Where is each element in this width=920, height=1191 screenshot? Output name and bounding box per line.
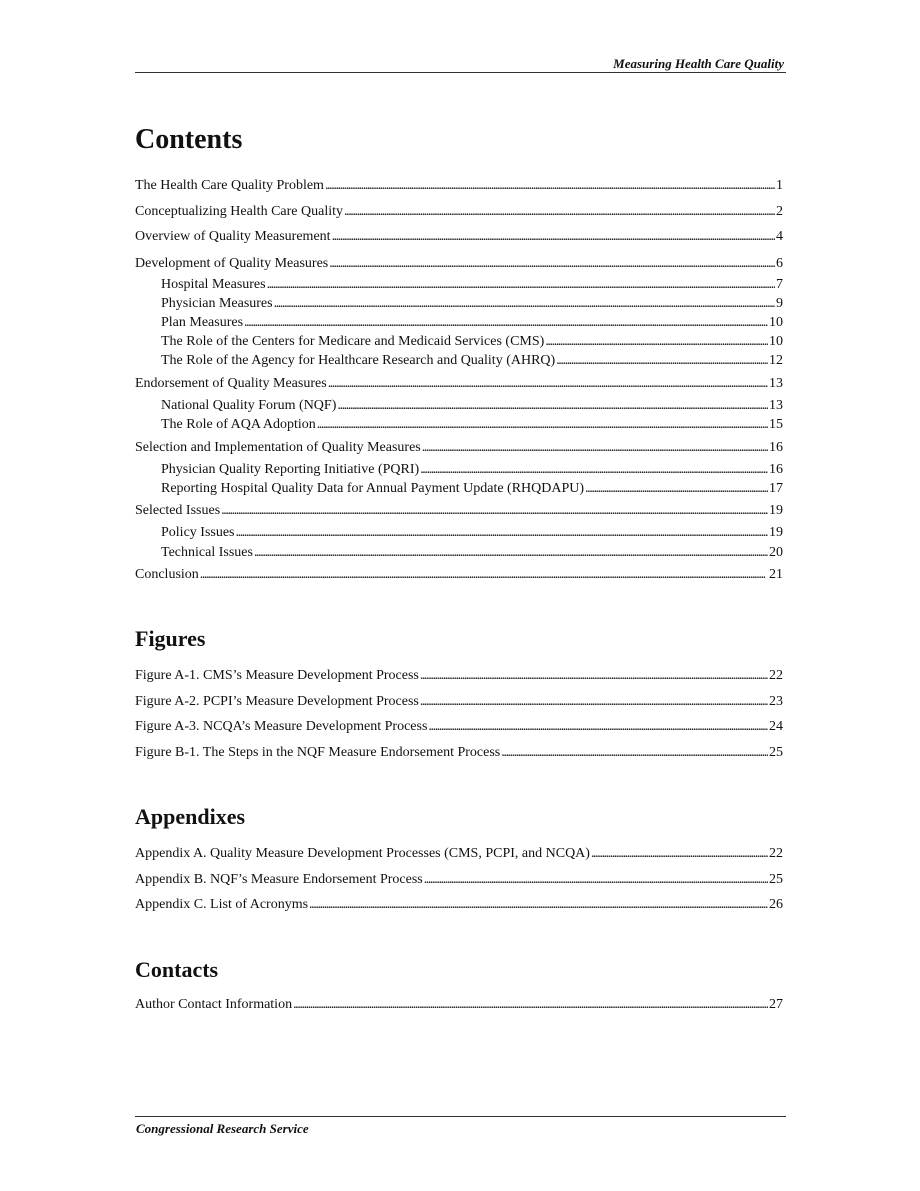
toc-entry-title: Hospital Measures: [161, 277, 266, 292]
dot-leader: [317, 416, 768, 434]
dot-leader: [325, 177, 775, 195]
dot-leader: [420, 667, 768, 685]
toc-entry-title: Conclusion: [135, 567, 199, 582]
toc-entry[interactable]: [135, 228, 783, 246]
toc-entry-page: 4: [776, 229, 783, 244]
toc-entry[interactable]: [135, 177, 783, 195]
toc-entry-page: 21: [769, 567, 783, 582]
toc-entry-page: 26: [769, 897, 783, 912]
toc-subentry[interactable]: [161, 276, 783, 294]
toc-entry-page: 25: [769, 745, 783, 760]
toc-entry-title: The Health Care Quality Problem: [135, 178, 324, 193]
toc-entry-title: Reporting Hospital Quality Data for Annual Payment Update (RHQDAPU): [161, 481, 585, 496]
toc-entry[interactable]: [135, 255, 783, 273]
toc-entry-page: 20: [769, 545, 783, 560]
figures-heading: Figures: [135, 626, 206, 651]
figure-entry[interactable]: [135, 693, 783, 711]
toc-subentry[interactable]: [161, 480, 783, 498]
appendix-entry[interactable]: [135, 845, 783, 863]
toc-entry-title: Development of Quality Measures: [135, 256, 329, 271]
toc-entry-page: 17: [769, 481, 783, 496]
toc-entry-page: 6: [776, 256, 783, 271]
toc-entry-page: 13: [769, 376, 783, 391]
dot-leader: [422, 439, 768, 457]
toc-entry[interactable]: [135, 203, 783, 221]
contacts-heading: Contacts: [135, 957, 219, 982]
dot-leader: [309, 896, 768, 914]
header-title: Measuring Health Care Quality: [613, 56, 784, 71]
dot-leader: [337, 397, 768, 415]
toc-entry-title: Appendix B. NQF’s Measure Endorsement Process: [135, 872, 423, 887]
toc-entry-page: 1: [776, 178, 783, 193]
toc-entry-title: Physician Measures: [161, 296, 273, 311]
toc-entry-title: Technical Issues: [161, 545, 253, 560]
dot-leader: [424, 871, 768, 889]
toc-entry-page: 13: [769, 398, 783, 413]
dot-leader: [293, 996, 768, 1014]
toc-entry-page: 16: [769, 462, 783, 477]
dot-leader: [328, 375, 768, 393]
toc-entry-title: Figure A-2. PCPI’s Measure Development Process: [135, 694, 419, 709]
toc-entry-title: The Role of the Centers for Medicare and Medicaid Services (CMS): [161, 334, 545, 349]
appendix-entry[interactable]: [135, 896, 783, 914]
toc-subentry[interactable]: [161, 461, 783, 479]
toc-entry-page: 25: [769, 872, 783, 887]
dot-leader: [267, 276, 775, 294]
page-header: [135, 55, 786, 73]
dot-leader: [236, 524, 769, 542]
toc-entry-page: 22: [769, 668, 783, 683]
footer-text: Congressional Research Service: [136, 1121, 309, 1136]
toc-entry-title: Plan Measures: [161, 315, 244, 330]
dot-leader: [274, 295, 775, 313]
toc-subentry[interactable]: [161, 416, 783, 434]
toc-subentry[interactable]: [161, 333, 783, 351]
dot-leader: [332, 228, 775, 246]
toc-entry-page: 2: [776, 204, 783, 219]
toc-entry-title: Figure A-1. CMS’s Measure Development Process: [135, 668, 419, 683]
toc-subentry[interactable]: [161, 314, 783, 332]
page-footer: [135, 1116, 786, 1136]
appendixes-heading: Appendixes: [135, 804, 246, 829]
contact-entry[interactable]: [135, 996, 783, 1014]
toc-entry-title: Selection and Implementation of Quality Measures: [135, 440, 421, 455]
toc-entry-page: 12: [769, 353, 783, 368]
dot-leader: [200, 566, 768, 584]
dot-leader: [501, 744, 768, 762]
toc-subentry[interactable]: [161, 352, 783, 370]
dot-leader: [254, 544, 768, 562]
toc-entry[interactable]: [135, 439, 783, 457]
toc-entry-page: 15: [769, 417, 783, 432]
dot-leader: [428, 718, 768, 736]
toc-entry-page: 7: [776, 277, 783, 292]
toc-entry-page: 9: [776, 296, 783, 311]
toc-entry[interactable]: [135, 502, 783, 520]
toc-entry-page: 19: [769, 525, 783, 540]
toc-subentry[interactable]: [161, 397, 783, 415]
toc-subentry[interactable]: [161, 524, 783, 542]
dot-leader: [545, 333, 768, 351]
toc-entry-title: Author Contact Information: [135, 997, 293, 1012]
toc-entry[interactable]: [135, 375, 783, 393]
toc-subentry[interactable]: [161, 295, 783, 313]
toc-entry-title: Selected Issues: [135, 503, 221, 518]
toc-entry-title: National Quality Forum (NQF): [161, 398, 337, 413]
dot-leader: [344, 203, 775, 221]
dot-leader: [585, 480, 768, 498]
toc-entry[interactable]: [135, 566, 783, 584]
toc-entry-title: Appendix C. List of Acronyms: [135, 897, 309, 912]
toc-entry-title: The Role of AQA Adoption: [161, 417, 316, 432]
toc-entry-page: 10: [769, 334, 783, 349]
figure-entry[interactable]: [135, 718, 783, 736]
toc-entry-title: Endorsement of Quality Measures: [135, 376, 327, 391]
toc-entry-title: Policy Issues: [161, 525, 235, 540]
dot-leader: [329, 255, 775, 273]
dot-leader: [591, 845, 768, 863]
dot-leader: [420, 693, 768, 711]
toc-entry-page: 27: [769, 997, 783, 1012]
dot-leader: [420, 461, 768, 479]
toc-subentry[interactable]: [161, 544, 783, 562]
toc-entry-page: 10: [769, 315, 783, 330]
toc-entry-title: Appendix A. Quality Measure Development Processes (CMS, PCPI, and NCQA): [135, 846, 590, 861]
contents-heading: Contents: [135, 124, 243, 155]
toc-entry-title: Overview of Quality Measurement: [135, 229, 331, 244]
figure-entry[interactable]: [135, 744, 783, 762]
toc-entry-title: Conceptualizing Health Care Quality: [135, 204, 343, 219]
toc-entry-title: Figure A-3. NCQA’s Measure Development Process: [135, 719, 428, 734]
figure-entry[interactable]: [135, 667, 783, 685]
toc-entry-page: 23: [769, 694, 783, 709]
toc-entry-page: 16: [769, 440, 783, 455]
toc-entry-title: Figure B-1. The Steps in the NQF Measure Endorsement Process: [135, 745, 501, 760]
toc-entry-page: 24: [769, 719, 783, 734]
toc-entry-page: 19: [769, 503, 783, 518]
toc-entry-page: 22: [769, 846, 783, 861]
toc-entry-title: The Role of the Agency for Healthcare Research and Quality (AHRQ): [161, 353, 556, 368]
toc-entry-title: Physician Quality Reporting Initiative (PQRI): [161, 462, 420, 477]
appendix-entry[interactable]: [135, 871, 783, 889]
dot-leader: [556, 352, 768, 370]
dot-leader: [244, 314, 768, 332]
dot-leader: [221, 502, 768, 520]
